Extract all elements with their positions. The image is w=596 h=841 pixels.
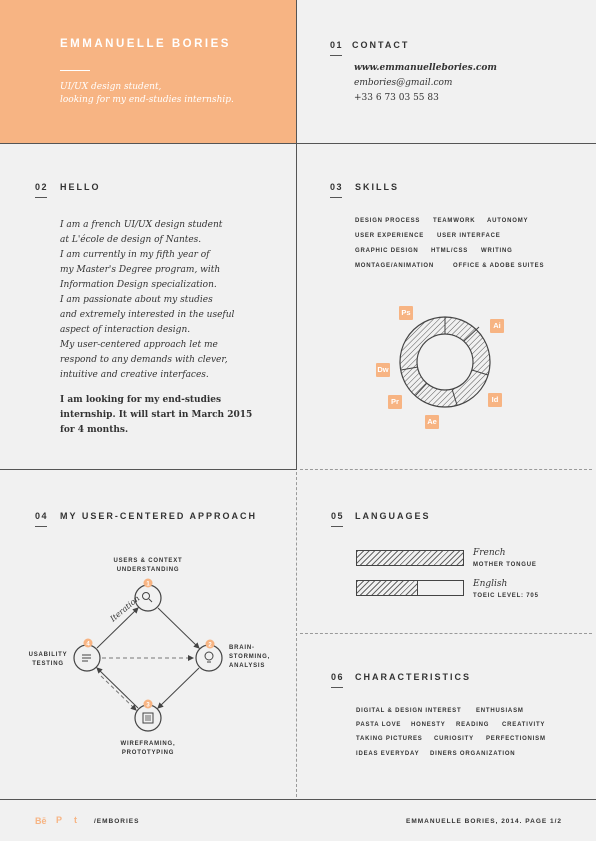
step2-label-line: BRAIN-: [229, 645, 255, 651]
after-effects-badge: Ae: [425, 415, 439, 429]
step1-label: [100, 557, 196, 575]
hello-highlight: [60, 393, 260, 438]
step1-label-line: UNDERSTANDING: [116, 567, 180, 573]
footer-divider: [0, 799, 596, 800]
step1-number: 1: [146, 581, 150, 588]
skill-tag: TEAMWORK: [433, 218, 476, 224]
hello-number-rule: [35, 197, 47, 198]
dashed-divider-1: [300, 469, 592, 470]
name-divider: [60, 70, 90, 71]
languages-number: 05: [331, 511, 345, 521]
skill-tag: GRAPHIC DESIGN: [355, 248, 419, 254]
contact-number: 01: [330, 40, 344, 50]
step3-label: [100, 740, 196, 758]
premiere-badge: Pr: [388, 395, 402, 409]
hello-line: my Master's Degree program, with: [60, 265, 221, 275]
skills-title: SKILLS: [355, 182, 400, 192]
step4-label: [22, 651, 74, 669]
hello-line: and extremely interested in the useful: [60, 310, 235, 320]
characteristic-tag: PERFECTIONISM: [486, 736, 546, 742]
skill-tag: DESIGN PROCESS: [355, 218, 421, 224]
characteristic-tag: CURIOSITY: [434, 736, 474, 742]
person-name: EMMANUELLE BORIES: [60, 38, 231, 50]
frame-line-horizontal-2: [0, 469, 297, 470]
twitter-icon[interactable]: t: [74, 815, 77, 825]
tagline: [60, 81, 260, 107]
pinterest-icon[interactable]: P: [56, 815, 63, 825]
indesign-badge: Id: [488, 393, 502, 407]
step3-label-line: WIREFRAMING,: [120, 741, 176, 747]
phone-number: +33 6 73 03 55 83: [354, 93, 439, 103]
dashed-divider-2: [300, 633, 592, 634]
skill-tag: USER INTERFACE: [437, 233, 501, 239]
behance-icon[interactable]: Bē: [35, 816, 47, 826]
software-skills-donut: [395, 312, 495, 412]
approach-number-rule: [35, 526, 47, 527]
step1-label-line: USERS & CONTEXT: [113, 558, 183, 564]
hello-line: intuitive and creative interfaces.: [60, 370, 209, 380]
characteristic-tag: ENTHUSIASM: [476, 708, 524, 714]
characteristic-tag: IDEAS EVERYDAY: [356, 751, 420, 757]
characteristic-tag: DINERS ORGANIZATION: [430, 751, 516, 757]
step2-number: 2: [208, 642, 212, 649]
english-level: TOEIC LEVEL: 705: [473, 593, 539, 599]
step4-label-line: TESTING: [32, 661, 64, 667]
step2-circle: [196, 642, 222, 671]
french-level: MOTHER TONGUE: [473, 562, 537, 568]
french-label: French: [473, 548, 506, 558]
hello-bold-line: for 4 months.: [60, 425, 129, 435]
languages-title: LANGUAGES: [355, 511, 431, 521]
english-level-fill: [357, 581, 418, 595]
skills-number: 03: [330, 182, 344, 192]
step3-number: 3: [146, 702, 150, 709]
characteristic-tag: CREATIVITY: [502, 722, 546, 728]
hello-bold-line: internship. It will start in March 2015: [60, 410, 253, 420]
illustrator-badge: Ai: [490, 319, 504, 333]
contact-title: CONTACT: [352, 40, 410, 50]
hello-title: HELLO: [60, 182, 101, 192]
website-link[interactable]: www.emmanuellebories.com: [354, 63, 497, 73]
hello-line: respond to any demands with clever,: [60, 355, 228, 365]
arrow-2-3: [158, 668, 199, 708]
characteristics-title: CHARACTERISTICS: [355, 672, 472, 682]
hello-line: My user-centered approach let me: [60, 340, 218, 350]
skill-tag: HTML/CSS: [431, 248, 469, 254]
social-handle[interactable]: /EMBORIES: [94, 818, 140, 825]
approach-title: MY USER-CENTERED APPROACH: [60, 511, 258, 521]
step2-label-line: STORMING,: [229, 654, 271, 660]
frame-line-horizontal-1: [0, 143, 596, 144]
dashed-divider-vertical: [296, 472, 297, 797]
hello-line: I am a french UI/UX design student: [60, 220, 223, 230]
header-panel: [0, 0, 296, 143]
characteristic-tag: HONESTY: [411, 722, 446, 728]
characteristics-number-rule: [331, 687, 343, 688]
approach-number: 04: [35, 511, 49, 521]
hello-line: aspect of interaction design.: [60, 325, 191, 335]
skills-number-rule: [330, 197, 342, 198]
skill-tag: WRITING: [481, 248, 513, 254]
characteristics-number: 06: [331, 672, 345, 682]
characteristic-tag: TAKING PICTURES: [356, 736, 423, 742]
arrow-3-4: [97, 668, 138, 708]
step4-number: 4: [86, 641, 90, 648]
tagline-line-1: UI/UX design student,: [60, 82, 162, 92]
step2-label-line: ANALYSIS: [229, 663, 266, 669]
arrow-1-2: [158, 608, 199, 648]
skill-tag: OFFICE & ADOBE SUITES: [453, 263, 545, 269]
french-level-bar: [356, 550, 464, 566]
characteristic-tag: PASTA LOVE: [356, 722, 402, 728]
step4-label-line: USABILITY: [28, 652, 68, 658]
skill-tag: MONTAGE/ANIMATION: [355, 263, 435, 269]
photoshop-badge: Ps: [399, 306, 413, 320]
contact-number-rule: [330, 55, 342, 56]
hello-line: I am passionate about my studies: [60, 295, 213, 305]
french-level-fill: [357, 551, 463, 565]
frame-line-vertical: [296, 0, 297, 470]
tagline-line-2: looking for my end-studies internship.: [60, 95, 234, 105]
page-info: EMMANUELLE BORIES, 2014. PAGE 1/2: [406, 818, 563, 825]
english-label: English: [473, 579, 508, 589]
characteristic-tag: READING: [456, 722, 490, 728]
characteristic-tag: DIGITAL & DESIGN INTEREST: [356, 708, 462, 714]
dreamweaver-badge: Dw: [376, 363, 390, 377]
hello-number: 02: [35, 182, 49, 192]
dashed-arrow-4-3: [101, 676, 136, 710]
hello-line: I am currently in my fifth year of: [60, 250, 210, 260]
languages-number-rule: [331, 526, 343, 527]
english-level-bar: [356, 580, 464, 596]
hello-bold-line: I am looking for my end-studies: [60, 395, 222, 405]
hello-line: at L'école de design of Nantes.: [60, 235, 202, 245]
iteration-label: Iteration: [108, 593, 142, 624]
skill-tag: USER EXPERIENCE: [355, 233, 425, 239]
step2-label: [229, 644, 270, 671]
hello-line: Information Design specialization.: [60, 280, 217, 290]
hello-paragraph: [60, 218, 260, 383]
skill-tag: AUTONOMY: [487, 218, 529, 224]
email-link[interactable]: embories@gmail.com: [354, 78, 453, 88]
step3-label-line: PROTOTYPING: [121, 750, 175, 756]
